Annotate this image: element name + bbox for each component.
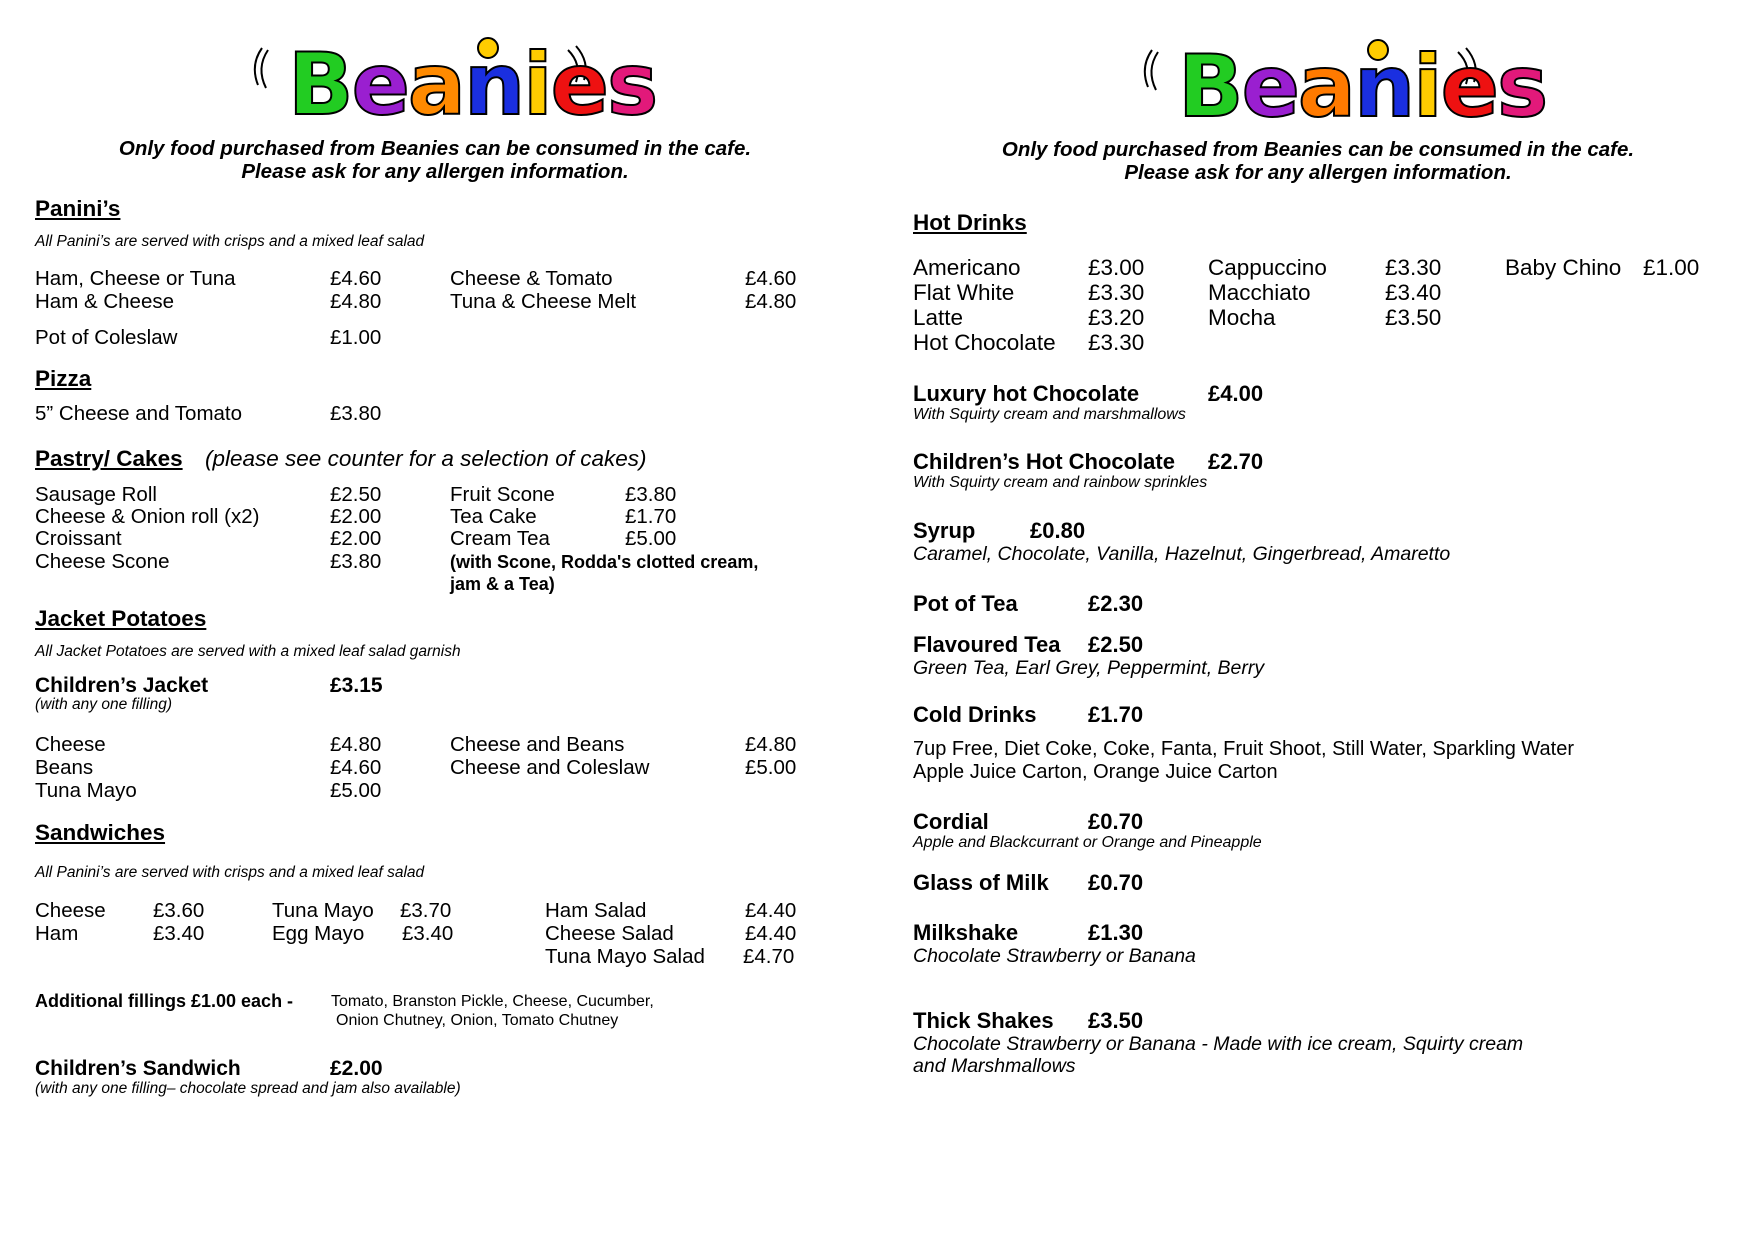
menu-item-name: Cheese bbox=[35, 899, 106, 922]
menu-item-price: £4.60 bbox=[745, 267, 797, 290]
menu-item-price: £3.70 bbox=[400, 899, 452, 922]
luxury-hot-chocolate-price: £4.00 bbox=[1208, 381, 1264, 406]
menu-item-price: £3.60 bbox=[153, 899, 205, 922]
cordial-options: Apple and Blackcurrant or Orange and Pineapple bbox=[913, 834, 1262, 851]
menu-item-price: £3.80 bbox=[330, 550, 382, 573]
menu-item-name: Croissant bbox=[35, 527, 122, 550]
cream-tea-note-1: (with Scone, Rodda's clotted cream, bbox=[450, 552, 759, 572]
menu-item-price: £2.00 bbox=[330, 527, 382, 550]
additional-fillings-label: Additional fillings £1.00 each - bbox=[35, 991, 294, 1011]
section-title-pastry: Pastry/ Cakes bbox=[35, 446, 183, 471]
menu-item-price: £4.80 bbox=[745, 290, 797, 313]
beanies-logo-left bbox=[248, 30, 657, 135]
menu-item-name: Cheese & Onion roll (x2) bbox=[35, 505, 260, 528]
menu-item-name: Cheese & Tomato bbox=[450, 267, 613, 290]
logo-letter: B bbox=[288, 35, 352, 135]
menu-item-price: £4.60 bbox=[330, 756, 382, 779]
logo-letters bbox=[1178, 37, 1547, 137]
syrup-name: Syrup bbox=[913, 518, 976, 543]
menu-item-name: Egg Mayo bbox=[272, 922, 365, 945]
luxury-hot-chocolate-name: Luxury hot Chocolate bbox=[913, 381, 1140, 406]
logo-letter: n bbox=[1353, 37, 1414, 137]
menu-item-name: Cheese and Beans bbox=[450, 733, 625, 756]
logo-letter: s bbox=[606, 35, 657, 135]
syrup-price: £0.80 bbox=[1030, 518, 1086, 543]
notice-line-1: Only food purchased from Beanies can be consumed in the cafe. bbox=[1001, 138, 1635, 161]
notice-right bbox=[938, 138, 1698, 184]
menu-item-name: Ham Salad bbox=[545, 899, 647, 922]
jacket-note: All Jacket Potatoes are served with a mixed leaf salad garnish bbox=[35, 643, 461, 660]
childrens-jacket-name: Children’s Jacket bbox=[35, 674, 209, 697]
menu-item-price: £3.30 bbox=[1385, 255, 1442, 280]
childrens-hot-chocolate-price: £2.70 bbox=[1208, 449, 1264, 474]
menu-item-name: Beans bbox=[35, 756, 94, 779]
menu-item-name: Macchiato bbox=[1208, 280, 1311, 305]
menu-item-name: Hot Chocolate bbox=[913, 330, 1056, 355]
menu-item-price: £5.00 bbox=[330, 779, 382, 802]
menu-item-price: £5.00 bbox=[745, 756, 797, 779]
menu-item-price: £3.80 bbox=[330, 402, 382, 425]
menu-item-name: Cream Tea bbox=[450, 527, 550, 550]
logo-letter: a bbox=[407, 35, 464, 135]
menu-item-price: £3.40 bbox=[153, 922, 205, 945]
syrup-flavours: Caramel, Chocolate, Vanilla, Hazelnut, Gingerbread, Amaretto bbox=[913, 543, 1451, 565]
milkshake-flavours: Chocolate Strawberry or Banana bbox=[913, 945, 1196, 967]
childrens-jacket-note: (with any one filling) bbox=[35, 696, 172, 713]
childrens-jacket-price: £3.15 bbox=[330, 674, 383, 697]
menu-item-name: Cheese Salad bbox=[545, 922, 674, 945]
logo-letters bbox=[288, 35, 657, 135]
menu-item-name: Cheese Scone bbox=[35, 550, 170, 573]
menu-item-price: £3.30 bbox=[1088, 280, 1145, 305]
menu-item-name: Ham bbox=[35, 922, 79, 945]
paninis-note: All Panini’s are served with crisps and a mixed leaf salad bbox=[35, 233, 425, 250]
menu-item-name: Tuna & Cheese Melt bbox=[450, 290, 637, 313]
menu-item-price: £3.30 bbox=[1088, 330, 1145, 355]
notice-line-2: Please ask for any allergen information. bbox=[1124, 161, 1512, 184]
menu-item-price: £4.80 bbox=[745, 733, 797, 756]
menu-item-name: Sausage Roll bbox=[35, 483, 157, 506]
childrens-sandwich-note: (with any one filling– chocolate spread and jam also available) bbox=[35, 1080, 461, 1097]
cordial-name: Cordial bbox=[913, 809, 989, 834]
menu-item-name: Fruit Scone bbox=[450, 483, 555, 506]
cold-drinks-line-2: Apple Juice Carton, Orange Juice Carton bbox=[913, 761, 1278, 783]
menu-item-name: Tuna Mayo Salad bbox=[545, 945, 705, 968]
logo-letter: i bbox=[523, 35, 551, 135]
notice-line-2: Please ask for any allergen information. bbox=[241, 160, 629, 183]
flavoured-tea-options: Green Tea, Earl Grey, Peppermint, Berry bbox=[913, 657, 1265, 679]
menu-item-price: £1.00 bbox=[1643, 255, 1700, 280]
logo-letter: i bbox=[1413, 37, 1441, 137]
cold-drinks-line-1: 7up Free, Diet Coke, Coke, Fanta, Fruit Shoot, Still Water, Sparkling Water bbox=[913, 738, 1575, 760]
logo-letter: e bbox=[550, 35, 607, 135]
menu-item-price: £3.40 bbox=[402, 922, 454, 945]
thick-shakes-note-2: and Marshmallows bbox=[913, 1055, 1076, 1077]
cold-drinks-price: £1.70 bbox=[1088, 702, 1144, 727]
section-title-hot-drinks: Hot Drinks bbox=[913, 210, 1027, 235]
menu-item-name: Flat White bbox=[913, 280, 1015, 305]
menu-item-name: Tea Cake bbox=[450, 505, 537, 528]
childrens-sandwich-name: Children’s Sandwich bbox=[35, 1057, 241, 1080]
pastry-note-text: (please see counter for a selection of cakes) bbox=[205, 446, 647, 471]
menu-item-price: £4.70 bbox=[743, 945, 795, 968]
childrens-hot-chocolate-note: With Squirty cream and rainbow sprinkles bbox=[913, 474, 1208, 491]
logo-letter: e bbox=[1440, 37, 1497, 137]
thick-shakes-note-1: Chocolate Strawberry or Banana - Made with ice cream, Squirty cream bbox=[913, 1033, 1524, 1055]
menu-item-name: Americano bbox=[913, 255, 1021, 280]
pastry-note bbox=[205, 446, 647, 472]
menu-item-price: £3.50 bbox=[1385, 305, 1442, 330]
menu-item-price: £4.80 bbox=[330, 733, 382, 756]
logo-letter: e bbox=[1241, 37, 1298, 137]
flavoured-tea-price: £2.50 bbox=[1088, 632, 1144, 657]
menu-item-price: £1.70 bbox=[625, 505, 677, 528]
thick-shakes-name: Thick Shakes bbox=[913, 1008, 1054, 1033]
additional-fillings-line-2: Onion Chutney, Onion, Tomato Chutney bbox=[336, 1012, 619, 1029]
sandwiches-note: All Panini’s are served with crisps and a mixed leaf salad bbox=[35, 864, 425, 881]
menu-item-price: £3.00 bbox=[1088, 255, 1145, 280]
childrens-sandwich-price: £2.00 bbox=[330, 1057, 383, 1080]
menu-item-price: £2.50 bbox=[330, 483, 382, 506]
cordial-price: £0.70 bbox=[1088, 809, 1144, 834]
luxury-hot-chocolate-note: With Squirty cream and marshmallows bbox=[913, 406, 1186, 423]
menu-item-name: Tuna Mayo bbox=[35, 779, 137, 802]
thick-shakes-price: £3.50 bbox=[1088, 1008, 1144, 1033]
menu-item-price: £4.40 bbox=[745, 922, 797, 945]
section-title-sandwiches: Sandwiches bbox=[35, 820, 166, 845]
menu-item-name: Tuna Mayo bbox=[272, 899, 374, 922]
pot-of-tea-name: Pot of Tea bbox=[913, 591, 1018, 616]
milkshake-name: Milkshake bbox=[913, 920, 1019, 945]
notice-left bbox=[55, 137, 815, 183]
logo-letter: a bbox=[1297, 37, 1354, 137]
menu-item-name: Ham & Cheese bbox=[35, 290, 175, 313]
childrens-hot-chocolate-name: Children’s Hot Chocolate bbox=[913, 449, 1175, 474]
logo-letter: B bbox=[1178, 37, 1242, 137]
logo-letter: n bbox=[463, 35, 524, 135]
menu-item-price: £1.00 bbox=[330, 326, 382, 349]
glass-of-milk-name: Glass of Milk bbox=[913, 870, 1049, 895]
menu-item-name: Mocha bbox=[1208, 305, 1276, 330]
flavoured-tea-name: Flavoured Tea bbox=[913, 632, 1061, 657]
menu-item-price: £3.80 bbox=[625, 483, 677, 506]
logo-letter: s bbox=[1496, 37, 1547, 137]
cold-drinks-name: Cold Drinks bbox=[913, 702, 1037, 727]
menu-item-price: £3.40 bbox=[1385, 280, 1442, 305]
menu-item-name: Latte bbox=[913, 305, 964, 330]
menu-item-name: Ham, Cheese or Tuna bbox=[35, 267, 236, 290]
menu-item-price: £2.00 bbox=[330, 505, 382, 528]
section-title-paninis: Panini’s bbox=[35, 196, 121, 221]
menu-item-name: Cheese and Coleslaw bbox=[450, 756, 650, 779]
menu-item-name: 5” Cheese and Tomato bbox=[35, 402, 243, 425]
menu-item-name: Cheese bbox=[35, 733, 106, 756]
menu-item-name: Pot of Coleslaw bbox=[35, 326, 178, 349]
section-title-jacket: Jacket Potatoes bbox=[35, 606, 207, 631]
pot-of-tea-price: £2.30 bbox=[1088, 591, 1144, 616]
milkshake-price: £1.30 bbox=[1088, 920, 1144, 945]
section-title-pizza: Pizza bbox=[35, 366, 92, 391]
cream-tea-note-2: jam & a Tea) bbox=[450, 574, 555, 594]
menu-item-price: £5.00 bbox=[625, 527, 677, 550]
additional-fillings-line-1: Tomato, Branston Pickle, Cheese, Cucumber, bbox=[331, 993, 654, 1010]
beanies-logo-right bbox=[1138, 32, 1547, 137]
notice-line-1: Only food purchased from Beanies can be consumed in the cafe. bbox=[118, 137, 752, 160]
menu-item-price: £4.60 bbox=[330, 267, 382, 290]
menu-item-price: £3.20 bbox=[1088, 305, 1145, 330]
glass-of-milk-price: £0.70 bbox=[1088, 870, 1144, 895]
menu-item-name: Cappuccino bbox=[1208, 255, 1327, 280]
menu-item-price: £4.80 bbox=[330, 290, 382, 313]
menu-item-price: £4.40 bbox=[745, 899, 797, 922]
menu-item-name: Baby Chino bbox=[1505, 255, 1622, 280]
logo-letter: e bbox=[351, 35, 408, 135]
